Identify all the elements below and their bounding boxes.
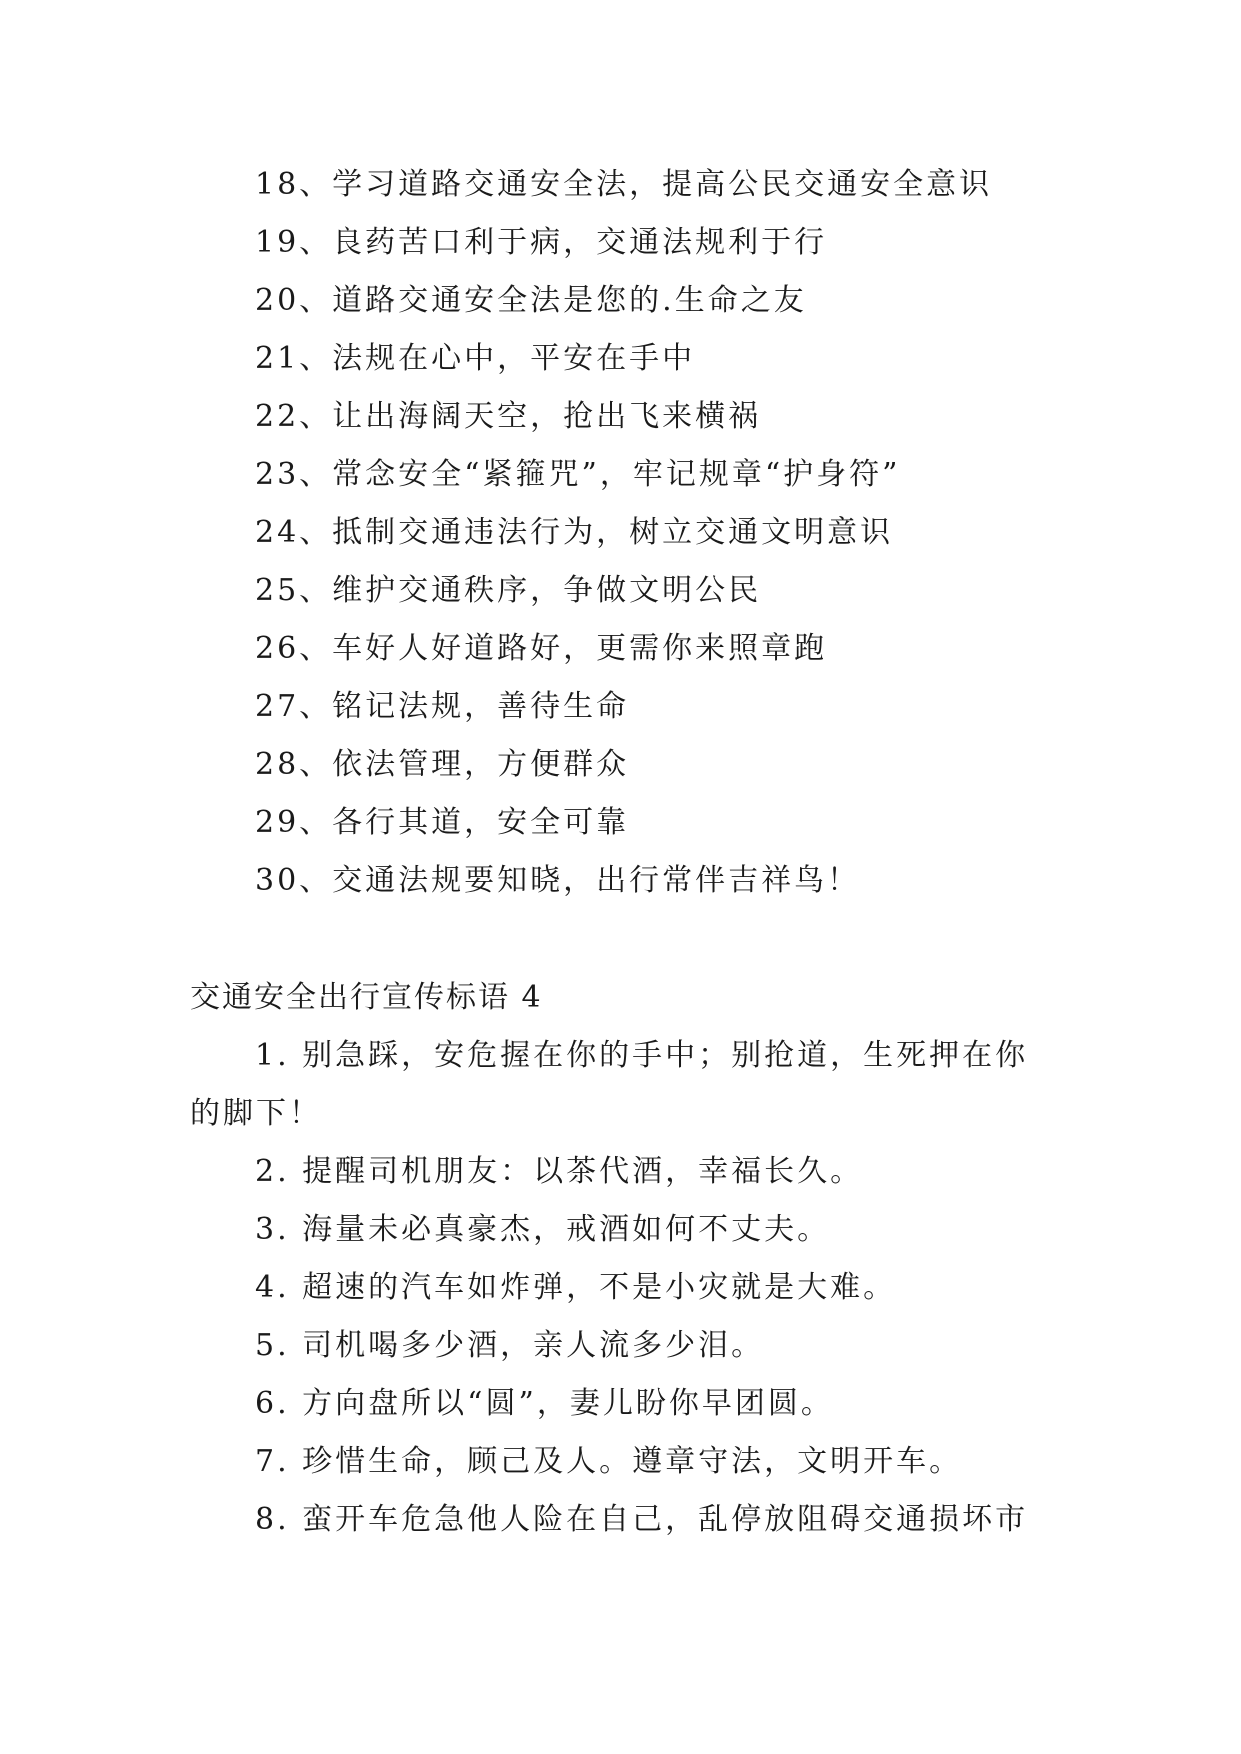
slogan-29: 29、各行其道，安全可靠 xyxy=(255,805,630,840)
slogan-23: 23、常念安全“紧箍咒”，牢记规章“护身符” xyxy=(255,457,901,492)
slogan-25: 25、维护交通秩序，争做文明公民 xyxy=(255,573,762,608)
slogan-24: 24、抵制交通违法行为，树立交通文明意识 xyxy=(255,515,894,550)
slogan-21: 21、法规在心中，平安在手中 xyxy=(255,341,696,376)
slogan-22: 22、让出海阔天空，抢出飞来横祸 xyxy=(255,399,762,434)
slogan-18: 18、学习道路交通安全法，提高公民交通安全意识 xyxy=(255,167,993,202)
slogan-b-8: 8. 蛮开车危急他人险在自己，乱停放阻碍交通损坏市 xyxy=(255,1502,1029,1537)
slogan-28: 28、依法管理，方便群众 xyxy=(255,747,630,782)
slogan-30: 30、交通法规要知晓，出行常伴吉祥鸟！ xyxy=(255,863,861,898)
slogan-b-6: 6. 方向盘所以“圆”，妻儿盼你早团圆。 xyxy=(255,1386,834,1421)
slogan-b-1: 1. 别急踩，安危握在你的手中；别抢道，生死押在你 xyxy=(255,1038,1029,1073)
slogan-b-5: 5. 司机喝多少酒，亲人流多少泪。 xyxy=(255,1328,765,1363)
slogan-20: 20、道路交通安全法是您的.生命之友 xyxy=(255,283,807,318)
slogan-b-7: 7. 珍惜生命，顾己及人。遵章守法，文明开车。 xyxy=(255,1444,963,1479)
slogan-19: 19、良药苦口利于病，交通法规利于行 xyxy=(255,225,828,260)
slogan-b-4: 4. 超速的汽车如炸弹，不是小灾就是大难。 xyxy=(255,1270,897,1305)
slogan-b-1-continued: 的脚下！ xyxy=(190,1096,322,1131)
slogan-b-2: 2. 提醒司机朋友：以茶代酒，幸福长久。 xyxy=(255,1154,864,1189)
section-title: 交通安全出行宣传标语 4 xyxy=(190,980,543,1015)
slogan-b-3: 3. 海量未必真豪杰，戒酒如何不丈夫。 xyxy=(255,1212,831,1247)
slogan-27: 27、铭记法规，善待生命 xyxy=(255,689,630,724)
slogan-26: 26、车好人好道路好，更需你来照章跑 xyxy=(255,631,828,666)
